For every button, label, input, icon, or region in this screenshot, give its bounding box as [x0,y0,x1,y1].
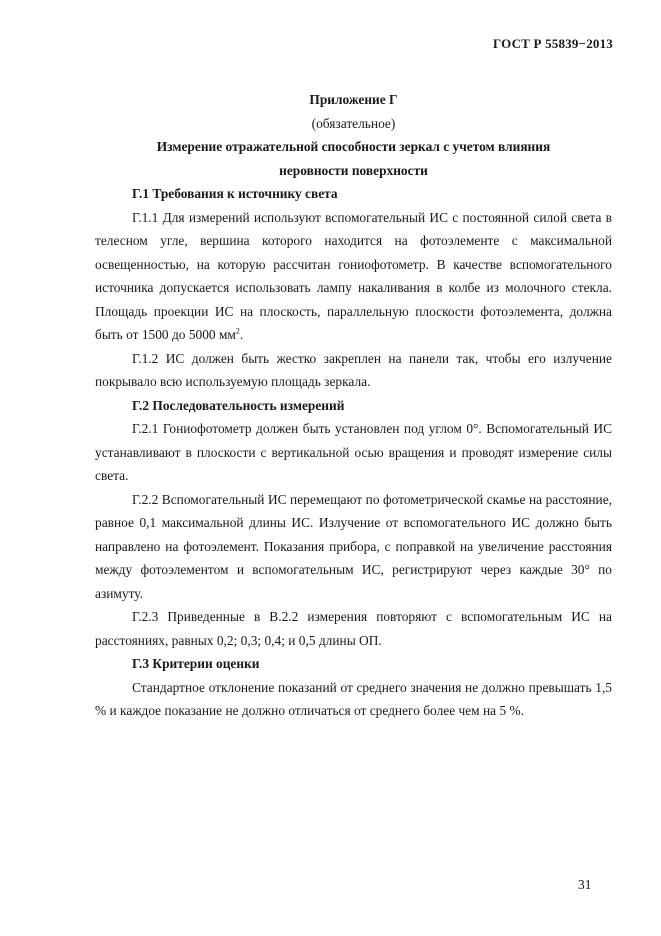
paragraph-g1-1-text: Г.1.1 Для измерений используют вспомогательный ИС с постоянной силой света в телесном угле, вершина которого находится на фотоэлементе с максимальной освещенностью, на которую рассчитан гониофотометр. В качестве вспомогательного источника допускается использовать лампу накаливания в колбе из молочного стекла. Площадь проекции ИС на плоскость, параллельную плоскости фотоэлемента, должна быть от 1500 до 5000 мм [95,209,612,342]
appendix-heading-line-2: неровности поверхности [279,162,428,178]
paragraph-g2-1: Г.2.1 Гониофотометр должен быть установлен под углом 0°. Вспомогательный ИС устанавливают в плоскости с вертикальной осью вращения и проводят измерение силы света. [95,421,612,483]
paragraph-g2-3: Г.2.3 Приведенные в В.2.2 измерения повторяют с вспомогательным ИС на расстояниях, равных 0,2; 0,3; 0,4; и 0,5 длины ОП. [95,609,612,648]
superscript-2: 2 [235,326,240,336]
document-body [95,88,612,723]
appendix-status: (обязательное) [311,115,396,131]
appendix-title: Приложение Г [309,92,398,107]
section-g1-title: Г.1 Требования к источнику света [132,186,338,201]
paragraph-g1-2: Г.1.2 ИС должен быть жестко закреплен на панели так, чтобы его излучение покрывало всю используемую площадь зеркала. [95,350,612,389]
appendix-heading-line-1: Измерение отражательной способности зеркал с учетом влияния [156,139,551,154]
document-id-header: ГОСТ Р 55839−2013 [492,36,613,51]
appendix-heading [95,135,612,182]
paragraph-g2-2: Г.2.2 Вспомогательный ИС перемещают по фотометрической скамье на расстояние, равное 0,1 максимальной длины ИС. Излучение от вспомогательного ИС должно быть направлено на фотоэлемент. Показания прибора, с поправкой на увеличение расстояния между фотоэлементом и вспомогательным ИС, регистрируют через каждые 30° по азимуту. [95,491,612,601]
section-g2-title: Г.2 Последовательность измерений [132,397,345,413]
paragraph-g1-1 [95,206,612,347]
paragraph-g3-1: Стандартное отклонение показаний от среднего значения не должно превышать 1,5 % и каждое показание не должно отличаться от среднего более чем на 5 %. [95,679,612,718]
page-number: 31 [578,877,592,892]
paragraph-g1-1-end: . [239,327,244,342]
section-g3-title: Г.3 Критерии оценки [132,656,260,671]
